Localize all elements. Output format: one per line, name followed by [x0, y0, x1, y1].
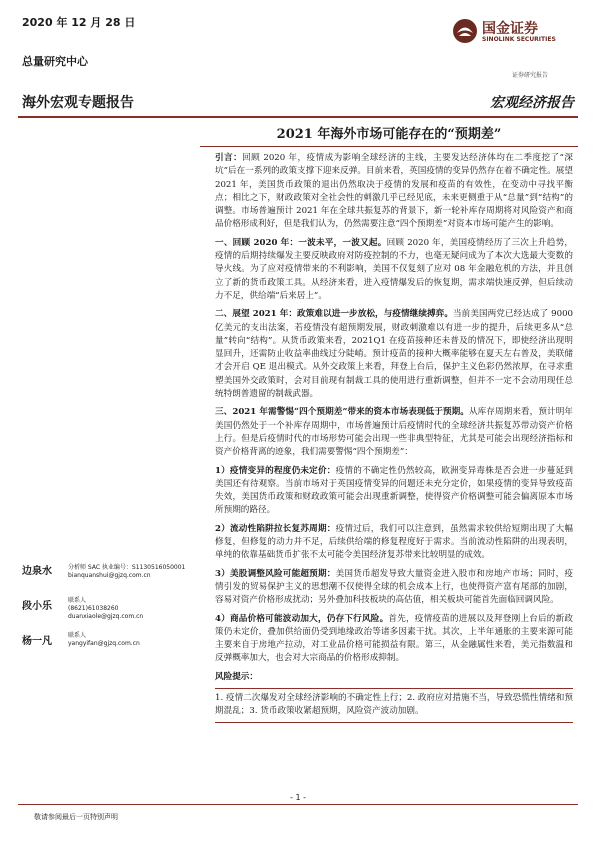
report-type: 海外宏观专题报告 [22, 95, 134, 111]
page-title: 2021 年海外市场可能存在的“预期差” [276, 127, 502, 142]
analyst-role: 联系人 [68, 632, 87, 639]
point-4-paragraph [215, 613, 573, 666]
analyst-card [22, 632, 202, 660]
point-1-label: 1）疫情变异的程度仍未定价： [215, 465, 336, 476]
point-1-text: 疫情的不确定性仍然较高，欧洲变异毒株是否会进一步蔓延到美国还有待观察。当前市场对于英国疫情变异的问题还未充分定价，如果疫情的变异导致疫苗失效，美国货币政策和财政政策可能会出现重新调整，使得资产价格调整可能会偏离原本市场所预期的路径。 [215, 465, 573, 516]
section-2-paragraph [215, 308, 573, 401]
logo-mark-icon [452, 18, 478, 44]
logo-cn-text: 国金证券 [482, 21, 538, 37]
analyst-name: 杨一凡 [22, 636, 52, 647]
intro-paragraph [215, 152, 573, 232]
analyst-credential: 分析师 SAC 执业编号：S1130516050001 [68, 564, 186, 571]
company-logo [452, 16, 578, 56]
point-4-label: 4）商品价格可能波动加大，仍存下行风险。 [215, 613, 389, 624]
analyst-email[interactable]: bianquanshui@gjzq.com.cn [68, 572, 151, 579]
risk-text: 1. 疫情二次爆发对全球经济影响的不确定性上行；2. 政府应对措施不当，导致恐慌性情绪和预期混乱；3. 货币政策收紧超预期，风险资产波动加剧。 [215, 688, 573, 723]
intro-label: 引言： [215, 153, 243, 163]
analyst-email[interactable]: yangyifan@gjzq.com.cn [68, 640, 140, 647]
header-divider [18, 116, 578, 118]
section-3-paragraph [215, 406, 573, 459]
report-date: 2020 年 12 月 28 日 [22, 16, 136, 29]
section-1-label: 一、回顾 2020 年：一波未平，一波又起。 [215, 237, 387, 248]
analyst-name: 边泉水 [22, 566, 52, 577]
section-3-label: 三、2021 年需警惕“四个预期差”带来的资本市场表现低于预期。 [215, 407, 469, 418]
analyst-name: 段小乐 [22, 601, 52, 612]
logo-en-text: SINOLINK SECURITIES [482, 36, 556, 43]
section-1-paragraph [215, 237, 573, 303]
section-3-text: 从库存周期来看，预计明年美国仍然处于一个补库存周期中，市场普遍预计后疫情时代的全球经济共振复苏带动资产价格上行。但是后疫情时代的市场形势可能会出现一些非典型特征，尤其是可能会出现经济指标和资产价格背离的迹象，我们需要警惕“四个预期差”： [215, 407, 573, 458]
analyst-role: 联系人 [68, 597, 87, 604]
report-category: 宏观经济报告 [490, 95, 574, 111]
research-center-name: 总量研究中心 [22, 55, 88, 68]
page-number: - 1 - [290, 793, 306, 802]
logo-subtitle: 证券研究报告 [512, 72, 549, 79]
report-body [215, 152, 573, 723]
point-3-text: 美国货币超发导致大量资金进入股市和房地产市场；同时，疫情引发的贸易保护主义的思想潮不仅使得全球的机会成本上行，也使得资产富有尾部的加剧，容易对资产价格形成扰动；另外叠加科技板块的高估值，相关板块可能首先面临回调风险。 [215, 568, 573, 606]
point-2-label: 2）流动性陷阱拉长复苏周期： [215, 523, 336, 534]
analyst-phone: (8621)61038260 [68, 605, 119, 612]
title-divider [200, 146, 578, 147]
analyst-card [22, 597, 202, 629]
section-2-label: 二、展望 2021 年：政策难以进一步放松，与疫情继续搏弈。 [215, 309, 454, 320]
footer-divider [18, 804, 578, 805]
analyst-email[interactable]: duanxiaole@gjzq.com.cn [68, 613, 144, 620]
section-1-text: 回顾 2020 年，美国疫情经历了三次上升趋势，疫情的后期持续爆发主要反映政府对防疫控制的不力，也毫无疑问成为了本次大选最大变数的导火线。为了应对疫情带来的不利影响，美国不仅复刻了应对 08 年金融危机的方法，并且创立了新的货币政策工具。从经济来看，进入疫情爆发后的恢复期，需求端快速反弹，但后续动力不足，供给端“后来居上”。 [215, 237, 573, 301]
footer-disclaimer[interactable]: 敬请参阅最后一页特别声明 [34, 813, 118, 821]
point-4-text: 首先，疫情疫苗的进展以及拜登刚上台后的新政策仍未定价，叠加供给面仍受到地缘政治等诸多因素干扰。其次，上半年通胀的主要来源可能主要来自于房地产拉动，对工业品价格可能损益有限。第三，从金融属性来看，美元指数温和反弹概率加大，也会对大宗商品的价格形成抑制。 [215, 613, 573, 664]
intro-text: 回顾 2020 年，疫情成为影响全球经济的主线，主要发达经济体均在二季度挖了“深坑”后在一系列的政策支撑下迎来反弹。目前来看，英国疫情的变异仍然存在着不确定性。展望 2021 年，美国货币政策的退出仍然取决于疫情的发展和疫苗的有效性，在变动中寻找平衡点；相比之下，财政政策对全社会性的刺激几乎已经见底，未来更侧重于从“总量”到“结构”的调整。市场普遍预计 2021 年在全球共振复苏的背景下，新一轮补库存周期将对风险资产和商品价格形成利好，但是我们认为，仍然需要注意“四个预期差”对资本市场可能产生的影响。 [215, 153, 573, 230]
section-2-text: 当前美国两党已经达成了 9000 亿美元的支出法案，若疫情没有超预期发展，财政刺激难以有进一步的提升，后续更多从“总量”转向“结构”。从货币政策来看，2021Q1 在疫苗接种还未普及的情况下，即使经济出现明显回升，还需防止收益率曲线过分陡峭。预计疫苗的接种大概率能够在夏天左右普及，美联储才会开启 QE 退出模式。从外交政策上来看，拜登上台后，保护主义色彩仍然浓厚，在寻求重塑美国外交政策时，会对目前现有制裁工具的使用进行重新调整，但并不一定不会动用现任总统特朗普遗留的制裁武器。 [215, 309, 574, 400]
point-3-paragraph [215, 568, 573, 608]
risk-title: 风险提示： [215, 671, 258, 682]
analyst-card [22, 562, 202, 594]
point-2-text: 疫情过后，我们可以注意到，虽然需求较供给短期出现了大幅修复，但修复的动力并不足，后续供给端的修复程度好于需求。当前流动性陷阱的出现表明，单纯的依靠基础货币扩张不太可能令美国经济复苏带来比较明显的成效。 [215, 523, 573, 561]
point-2-paragraph [215, 523, 573, 563]
point-1-paragraph [215, 465, 573, 518]
point-3-label: 3）美股调整风险可能超预期： [215, 568, 336, 579]
